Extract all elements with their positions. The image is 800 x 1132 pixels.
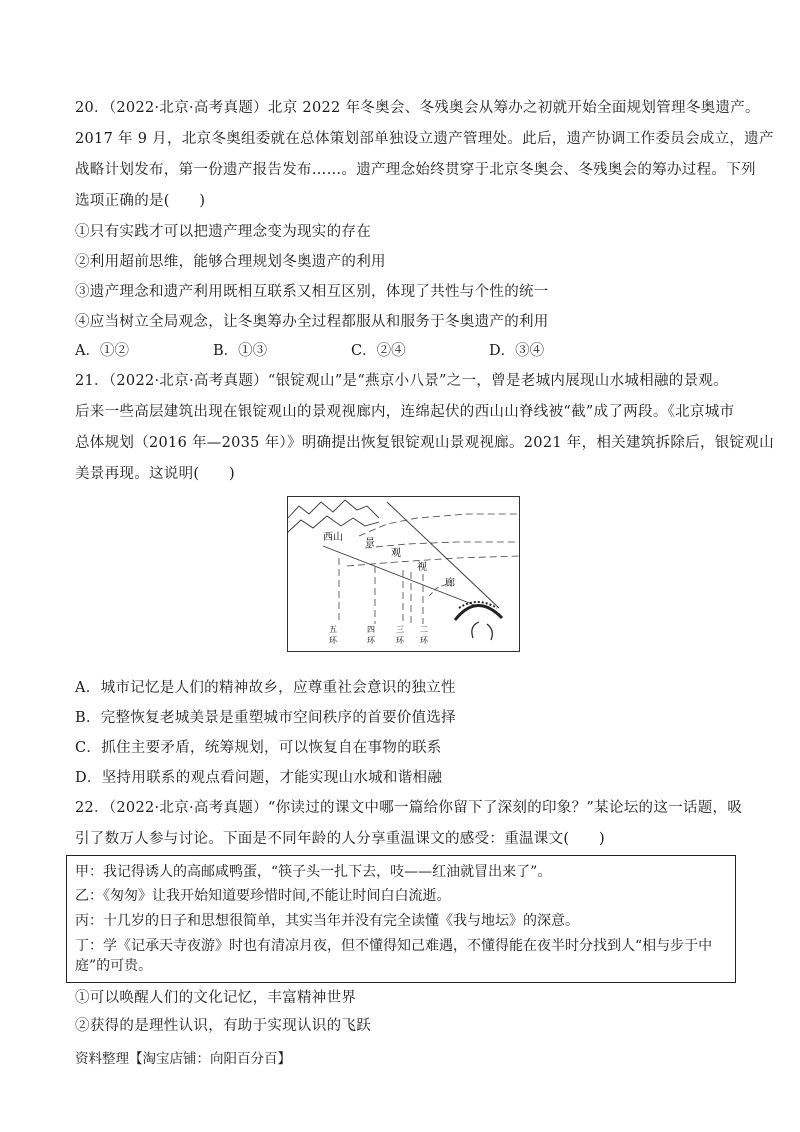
- q20-stem-line-4: 选项正确的是( ): [75, 193, 206, 209]
- ring-2-label-top: 二: [420, 625, 428, 634]
- q20-option-d[interactable]: D．③④: [489, 343, 545, 359]
- quote-ding-line-2: 庭”的可贵。: [75, 958, 153, 974]
- q21-option-b[interactable]: B．完整恢复老城美景是重塑城市空间秩序的首要价值选择: [75, 710, 456, 726]
- label-guan: 观: [391, 548, 401, 559]
- ring-5-label-top: 五: [329, 625, 337, 634]
- q20-stem-line-2: 2017 年 9 月，北京冬奥组委就在总体策划部单独设立遗产管理处。此后，遗产协调工作委员会成立，遗产: [75, 131, 774, 147]
- q21-option-d[interactable]: D．坚持用联系的观点看问题，才能实现山水城和谐相融: [75, 770, 443, 786]
- q20-item-1: ①只有实践才可以把遗产理念变为现实的存在: [75, 224, 371, 240]
- q20-option-a[interactable]: A．①②: [75, 343, 129, 359]
- quote-ding-line-1: 丁：学《记承天寺夜游》时也有清凉月夜，但不懂得知己难遇，不懂得能在夜半时分找到人“相与步于中: [75, 938, 713, 954]
- ring-3-label-bottom: 环: [396, 636, 404, 645]
- q21-stem-line-4: 美景再现。这说明( ): [75, 466, 235, 482]
- q20-item-3: ③遗产理念和遗产利用既相互联系又相互区别，体现了共性与个性的统一: [75, 284, 549, 300]
- label-jing: 景: [365, 538, 375, 549]
- view-corridor-diagram: [287, 496, 520, 652]
- ring-5-label-bottom: 环: [329, 636, 337, 645]
- q21-option-a[interactable]: A．城市记忆是人们的精神故乡，应尊重社会意识的独立性: [75, 680, 456, 696]
- q21-stem-line-3: 总体规划（2016 年—2035 年）》明确提出恢复银锭观山景观视廊。2021 年，相关建筑拆除后，银锭观山: [75, 435, 774, 451]
- q22-stem-line-1: 22．（2022·北京·高考真题）“你读过的课文中哪一篇给你留下了深刻的印象？”某论坛的这一话题，吸: [75, 800, 743, 816]
- q20-item-2: ②利用超前思维，能够合理规划冬奥遗产的利用: [75, 254, 386, 270]
- q21-stem-line-1: 21．（2022·北京·高考真题）“银锭观山”是“燕京小八景”之一，曾是老城内展现山水城相融的景观。: [75, 373, 728, 389]
- q20-stem-line-3: 战略计划发布，第一份遗产报告发布……。遗产理念始终贯穿于北京冬奥会、冬残奥会的筹办过程。下列: [75, 162, 756, 178]
- q21-stem-line-2: 后来一些高层建筑出现在银锭观山的景观视廊内，连绵起伏的西山山脊线被“截”成了两段。《北京城市: [75, 404, 735, 420]
- label-lang: 廊: [445, 578, 455, 589]
- q20-option-c[interactable]: C．②④: [351, 343, 406, 359]
- q22-item-1: ①可以唤醒人们的文化记忆，丰富精神世界: [75, 990, 357, 1006]
- ring-3-label-top: 三: [396, 625, 404, 634]
- q22-item-2: ②获得的是理性认识，有助于实现认识的飞跃: [75, 1018, 371, 1034]
- quote-jia: 甲：我记得诱人的高邮咸鸭蛋，“筷子头一扎下去，吱——红油就冒出来了”。: [75, 864, 552, 880]
- ring-2-label-bottom: 环: [420, 636, 428, 645]
- q21-option-c[interactable]: C．抓住主要矛盾，统筹规划，可以恢复自在事物的联系: [75, 740, 442, 756]
- ring-4-label-top: 四: [367, 625, 375, 634]
- q22-quote-box: [66, 855, 736, 983]
- q22-stem-line-2: 引了数万人参与讨论。下面是不同年龄的人分享重温课文的感受：重温课文( ): [75, 831, 605, 847]
- quote-yi: 乙：《匆匆》让我开始知道要珍惜时间,不能让时间白白流逝。: [75, 888, 451, 904]
- q20-item-4: ④应当树立全局观念，让冬奥筹办全过程都服从和服务于冬奥遗产的利用: [75, 314, 549, 330]
- ring-4-label-bottom: 环: [367, 636, 375, 645]
- footer-source: 资料整理【淘宝店铺：向阳百分百】: [75, 1051, 291, 1067]
- q20-option-b[interactable]: B．①③: [213, 343, 268, 359]
- quote-bing: 丙：十几岁的日子和思想很简单，其实当年并没有完全读懂《我与地坛》的深意。: [75, 913, 579, 929]
- q20-options: [75, 341, 635, 361]
- label-west-mountain: 西山: [323, 532, 343, 543]
- q20-stem-line-1: 20．（2022·北京·高考真题）北京 2022 年冬奥会、冬残奥会从筹办之初就开始全面规划管理冬奥遗产。: [75, 100, 760, 116]
- label-shi: 视: [417, 562, 427, 573]
